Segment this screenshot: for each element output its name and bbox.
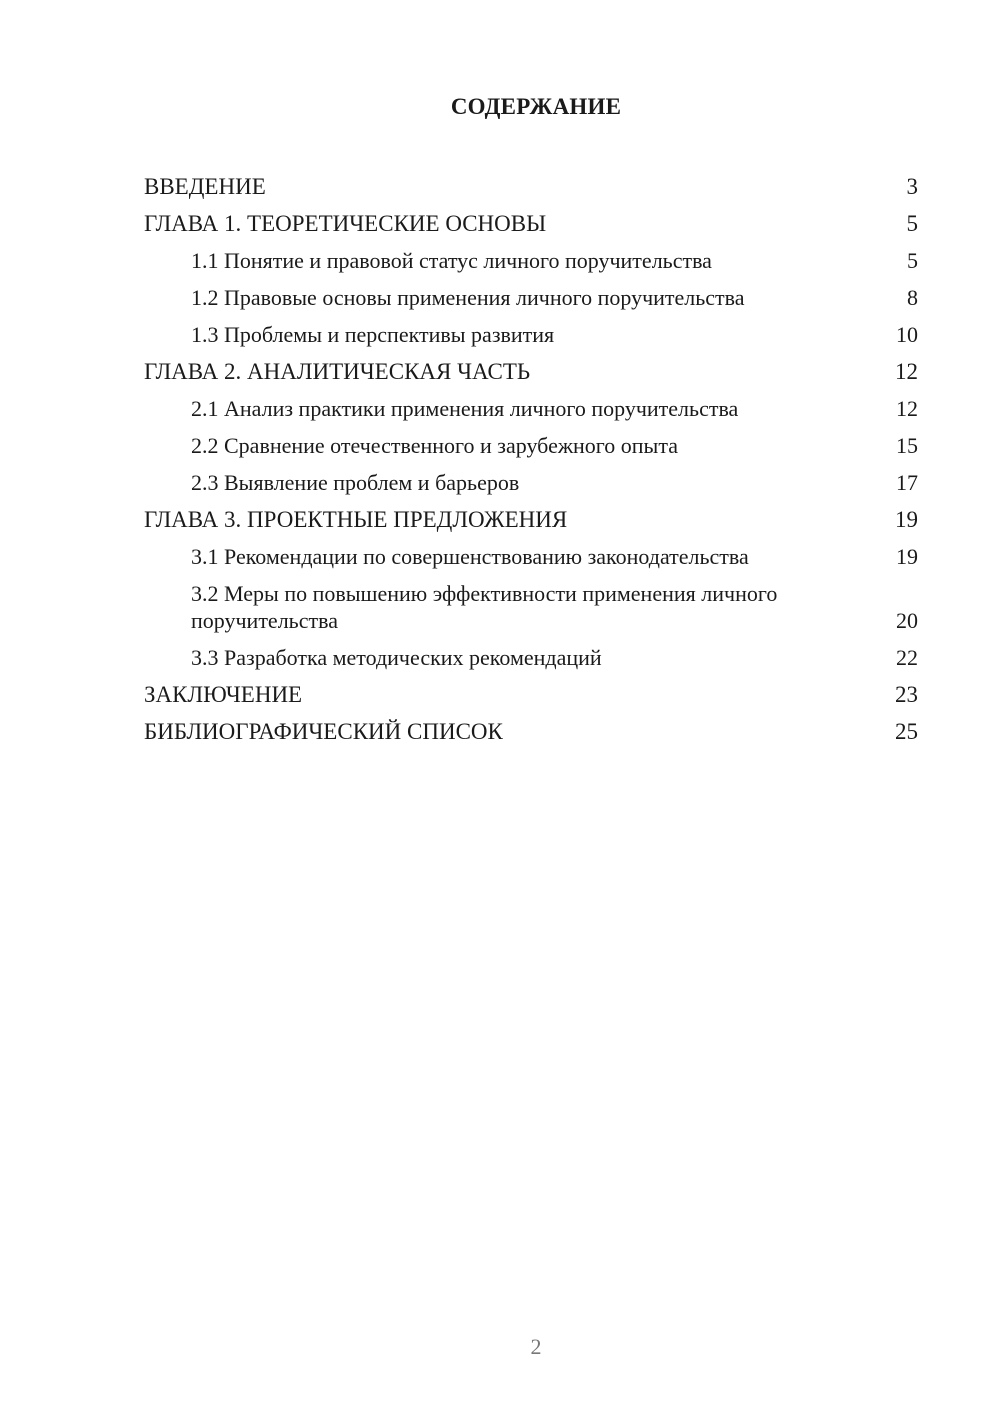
- toc-entry-label: БИБЛИОГРАФИЧЕСКИЙ СПИСОК: [144, 719, 503, 744]
- toc-entry-chapter-1[interactable]: [144, 205, 918, 242]
- toc-entry-page: 25: [895, 719, 918, 744]
- toc-entry-section-3-3[interactable]: [144, 639, 918, 676]
- toc-entry-page: 17: [896, 470, 918, 495]
- page-number: 2: [530, 1334, 542, 1359]
- toc-entry-section-1-1[interactable]: [144, 242, 918, 279]
- toc-entry-section-3-1[interactable]: [144, 538, 918, 575]
- toc-entry-label: 3.3 Разработка методических рекомендаций: [191, 645, 602, 670]
- toc-entry-label: ГЛАВА 2. АНАЛИТИЧЕСКАЯ ЧАСТЬ: [144, 359, 531, 384]
- toc-entry-section-2-2[interactable]: [144, 427, 918, 464]
- toc-entry-chapter-2[interactable]: [144, 353, 918, 390]
- toc-entry-label: 3.2 Меры по повышению эффективности применения личного поручительства: [191, 581, 778, 633]
- toc-entry-conclusion[interactable]: [144, 676, 918, 713]
- toc-entry-page: 10: [896, 322, 918, 347]
- toc-entry-page: 8: [907, 285, 918, 310]
- toc-entry-bibliography[interactable]: [144, 713, 918, 750]
- toc-entry-label: 2.3 Выявление проблем и барьеров: [191, 470, 520, 495]
- toc-entry-page: 3: [906, 174, 918, 199]
- toc-entry-page: 5: [907, 248, 918, 273]
- toc-entry-chapter-3[interactable]: [144, 501, 918, 538]
- toc-entry-page: 23: [895, 682, 918, 707]
- toc-entry-section-2-1[interactable]: [144, 390, 918, 427]
- toc-entry-section-2-3[interactable]: [144, 464, 918, 501]
- toc-entry-page: 19: [895, 507, 918, 532]
- toc-entry-page: 12: [896, 396, 918, 421]
- toc-entry-label: 1.1 Понятие и правовой статус личного поручительства: [191, 248, 712, 273]
- toc-entry-introduction[interactable]: [144, 168, 918, 205]
- table-of-contents: [144, 168, 918, 750]
- toc-entry-page: 22: [896, 645, 918, 670]
- toc-entry-page: 19: [896, 544, 918, 569]
- toc-entry-label: ГЛАВА 3. ПРОЕКТНЫЕ ПРЕДЛОЖЕНИЯ: [144, 507, 568, 532]
- toc-entry-section-1-2[interactable]: [144, 279, 918, 316]
- toc-entry-page: 20: [896, 608, 918, 633]
- toc-entry-page: 12: [895, 359, 918, 384]
- toc-entry-page: 15: [896, 433, 918, 458]
- toc-entry-label: ЗАКЛЮЧЕНИЕ: [144, 682, 303, 707]
- toc-entry-label: 3.1 Рекомендации по совершенствованию законодательства: [191, 544, 749, 569]
- toc-entry-label: ВВЕДЕНИЕ: [144, 174, 266, 199]
- toc-entry-label: 1.3 Проблемы и перспективы развития: [191, 322, 555, 347]
- page-title: СОДЕРЖАНИЕ: [450, 94, 622, 119]
- toc-entry-section-3-2[interactable]: [144, 575, 918, 639]
- toc-entry-label: 2.1 Анализ практики применения личного поручительства: [191, 396, 739, 421]
- toc-entry-section-1-3[interactable]: [144, 316, 918, 353]
- toc-entry-label: 1.2 Правовые основы применения личного поручительства: [191, 285, 745, 310]
- toc-entry-label: ГЛАВА 1. ТЕОРЕТИЧЕСКИЕ ОСНОВЫ: [144, 211, 547, 236]
- toc-entry-label: 2.2 Сравнение отечественного и зарубежного опыта: [191, 433, 678, 458]
- toc-entry-page: 5: [906, 211, 918, 236]
